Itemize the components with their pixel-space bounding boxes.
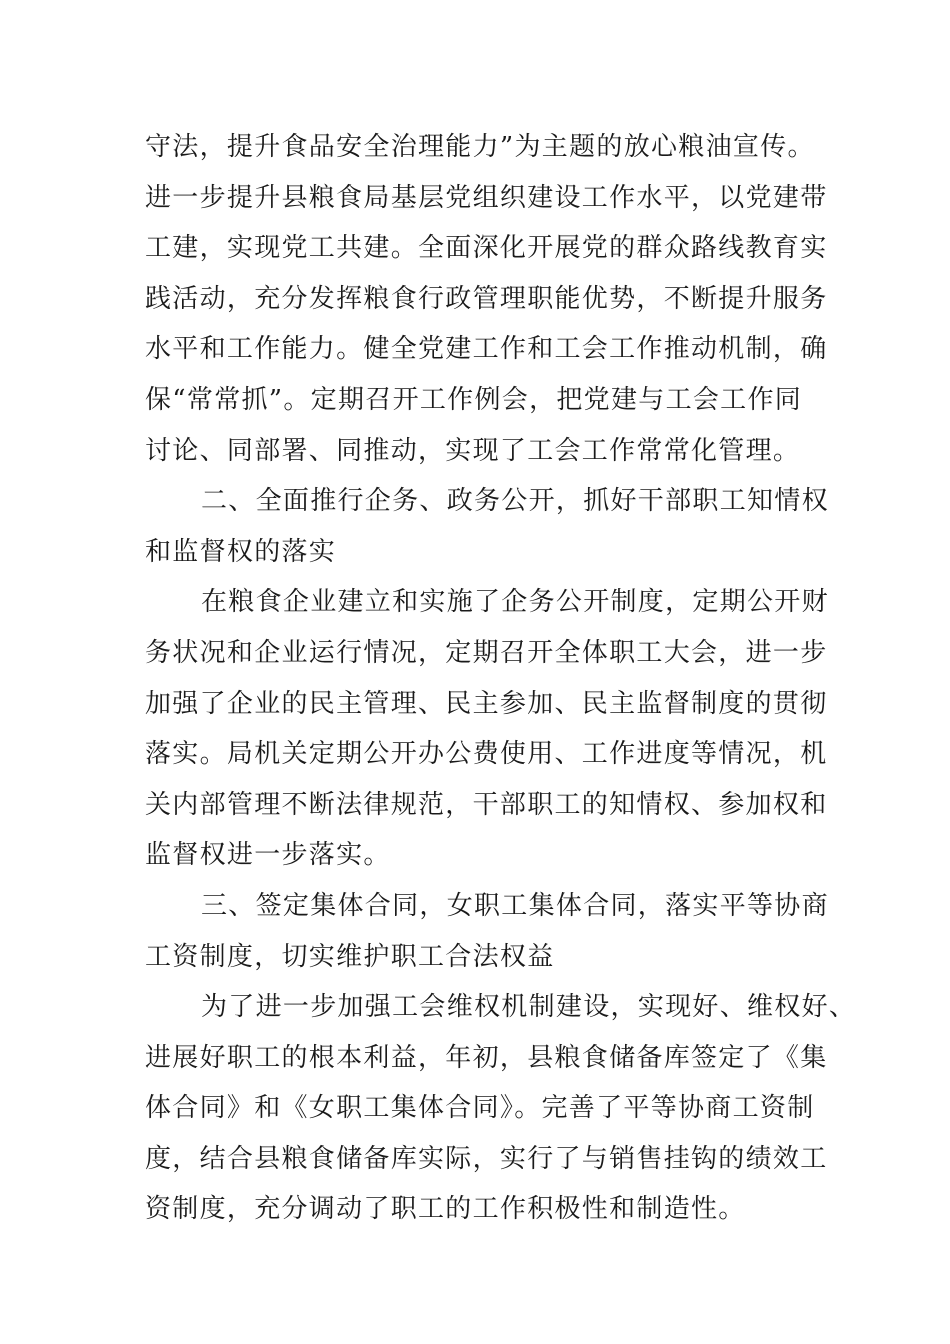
text-line: 进展好职工的根本利益，年初，县粮食储备库签定了《集 (145, 1042, 828, 1073)
text-line: 体合同》和《女职工集体合同》。完善了平等协商工资制 (145, 1093, 815, 1124)
text-line: 加强了企业的民主管理、民主参加、民主监督制度的贯彻 (145, 688, 828, 719)
text-line: 进一步提升县粮食局基层党组织建设工作水平，以党建带 (145, 182, 828, 213)
text-line: 务状况和企业运行情况，定期召开全体职工大会，进一步 (145, 637, 828, 668)
text-line: 讨论、同部署、同推动，实现了工会工作常常化管理。 (145, 435, 801, 466)
text-line: 工建，实现党工共建。全面深化开展党的群众路线教育实 (145, 233, 828, 264)
text-line: 关内部管理不断法律规范，干部职工的知情权、参加权和 (145, 789, 828, 820)
text-line: 落实。局机关定期公开办公费使用、工作进度等情况，机 (145, 739, 828, 770)
text-line: 度，结合县粮食储备库实际，实行了与销售挂钩的绩效工 (145, 1143, 828, 1174)
text-line: 资制度，充分调动了职工的工作积极性和制造性。 (145, 1194, 746, 1225)
section-heading-2-cont: 和监督权的落实 (145, 536, 337, 567)
text-line: 践活动，充分发挥粮食行政管理职能优势，不断提升服务 (145, 283, 828, 314)
paragraph-start: 为了进一步加强工会维权机制建设，实现好、维权好、 (201, 992, 857, 1023)
text-line: 守法，提升食品安全治理能力”为主题的放心粮油宣传。 (145, 132, 815, 162)
section-heading-3-cont: 工资制度，切实维护职工合法权益 (145, 941, 555, 972)
text-line: 监督权进一步落实。 (145, 840, 391, 871)
document-body (145, 122, 857, 1235)
section-heading-2: 二、全面推行企务、政务公开，抓好干部职工知情权 (201, 486, 829, 517)
section-heading-3: 三、签定集体合同，女职工集体合同，落实平等协商 (201, 890, 829, 921)
paragraph-start: 在粮食企业建立和实施了企务公开制度，定期公开财 (201, 587, 829, 618)
text-line: 水平和工作能力。健全党建工作和工会工作推动机制，确 (145, 334, 828, 365)
text-line: 保“常常抓”。定期召开工作例会，把党建与工会工作同 (145, 384, 803, 415)
